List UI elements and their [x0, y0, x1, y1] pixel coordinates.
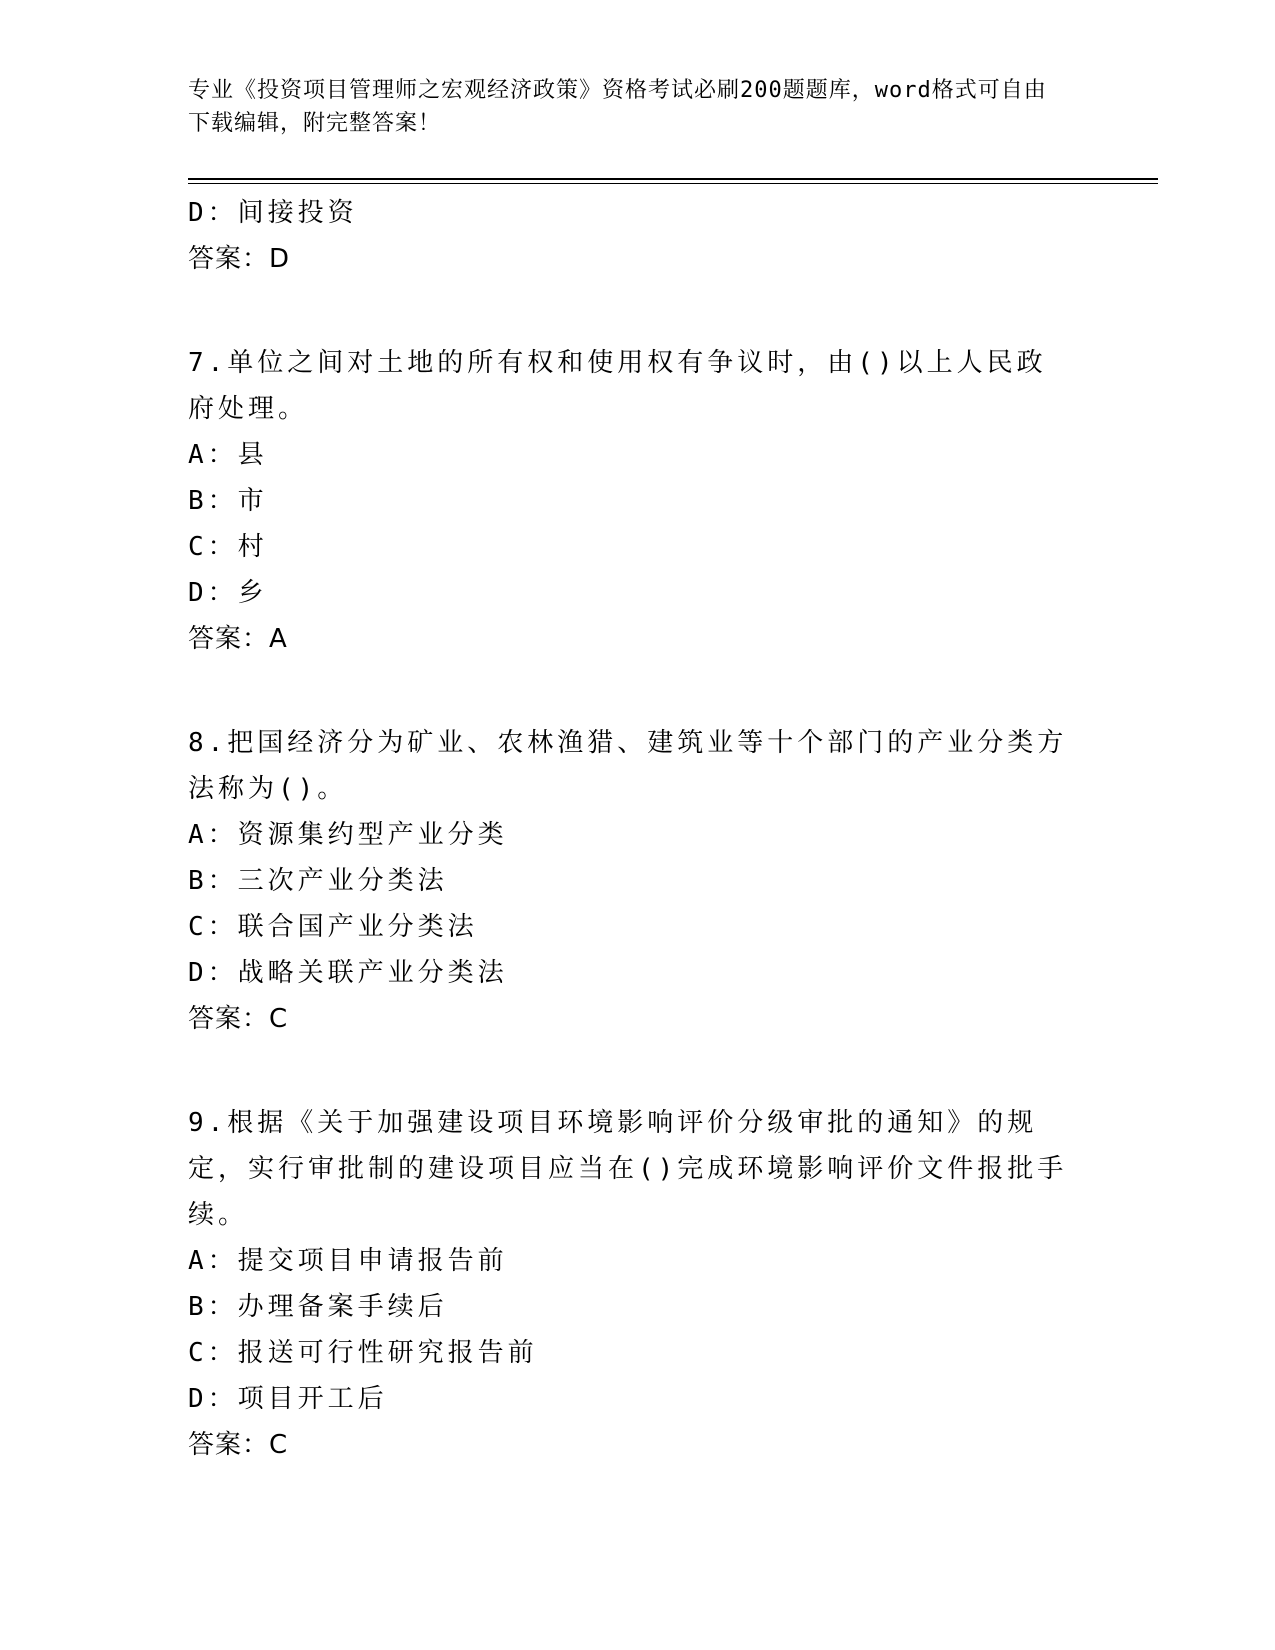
- option-c: C：联合国产业分类法: [188, 912, 478, 942]
- prev-question-option-d: D：间接投资: [188, 198, 358, 228]
- question-9: [188, 1100, 1068, 1468]
- spacer: [188, 1042, 1068, 1100]
- question-text: 7.单位之间对土地的所有权和使用权有争议时，由()以上人民政府处理。: [188, 348, 1047, 424]
- question-8: [188, 720, 1068, 1042]
- option-b: B：办理备案手续后: [188, 1292, 448, 1322]
- option-d: D：战略关联产业分类法: [188, 958, 508, 988]
- option-a: A：提交项目申请报告前: [188, 1246, 508, 1276]
- question-7: [188, 340, 1068, 662]
- option-c: C：报送可行性研究报告前: [188, 1338, 538, 1368]
- question-text: 9.根据《关于加强建设项目环境影响评价分级审批的通知》的规定，实行审批制的建设项目应当在()完成环境影响评价文件报批手续。: [188, 1108, 1068, 1230]
- answer: 答案：A: [188, 624, 288, 654]
- header-rule-thin: [188, 183, 1158, 184]
- document-body: [188, 190, 1068, 1468]
- option-b: B：三次产业分类法: [188, 866, 448, 896]
- spacer: [188, 662, 1068, 720]
- prev-question-answer: 答案：D: [188, 244, 291, 274]
- spacer: [188, 282, 1068, 340]
- option-a: A：县: [188, 440, 268, 470]
- document-header: 专业《投资项目管理师之宏观经济政策》资格考试必刷200题题库，word格式可自由下载编辑，附完整答案！: [188, 78, 1047, 136]
- option-a: A：资源集约型产业分类: [188, 820, 508, 850]
- header-rule-thick: [188, 178, 1158, 180]
- option-d: D：项目开工后: [188, 1384, 388, 1414]
- answer: 答案：C: [188, 1430, 289, 1460]
- option-d: D：乡: [188, 578, 268, 608]
- option-c: C：村: [188, 532, 268, 562]
- option-b: B：市: [188, 486, 268, 516]
- answer: 答案：C: [188, 1004, 289, 1034]
- question-text: 8.把国经济分为矿业、农林渔猎、建筑业等十个部门的产业分类方法称为()。: [188, 728, 1068, 804]
